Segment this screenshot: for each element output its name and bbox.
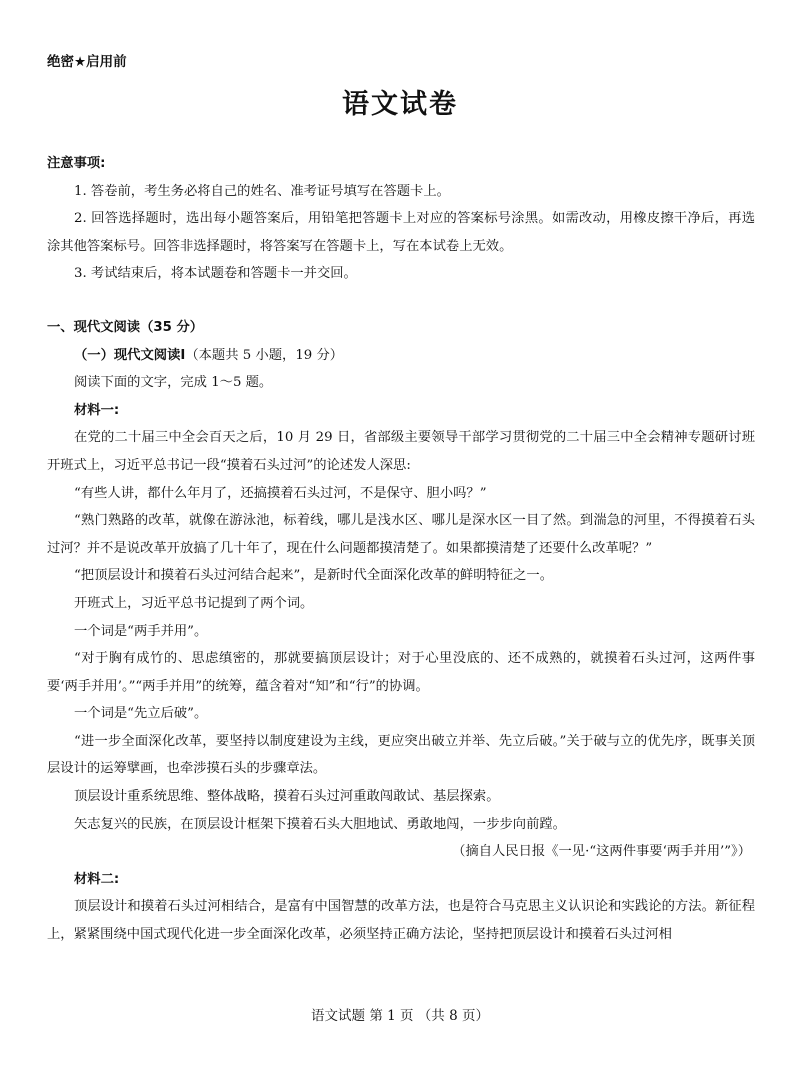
material-paragraph: 矢志复兴的民族，在顶层设计框架下摸着石头大胆地试、勇敢地闯，一步步向前蹚。 <box>74 816 566 832</box>
material-paragraph: 开班式上，习近平总书记提到了两个词。 <box>74 595 314 611</box>
material-paragraph: 一个词是“先立后破”。 <box>74 706 208 722</box>
reading-instruction: 阅读下面的文字，完成 1～5 题。 <box>74 375 273 391</box>
page-footer: 语文试题 第 1 页 （共 8 页） <box>311 1008 489 1024</box>
material-paragraph: “有些人讲，都什么年月了，还搞摸着石头过河，不是保守、胆小吗？” <box>74 485 487 501</box>
section-heading: 一、现代文阅读（35 分） <box>47 319 204 335</box>
page-title: 语文试卷 <box>342 89 458 120</box>
material-paragraph: 一个词是“两手并用”。 <box>74 623 208 639</box>
sub-section-score: （本题共 5 小题，19 分） <box>185 347 344 363</box>
confidential-mark: 绝密★启用前 <box>47 54 127 70</box>
material-paragraph: 顶层设计和摸着石头过河相结合，是富有中国智慧的改革方法，也是符合马克思主义认识论和实践论的方法。新征程上，紧紧围绕中国式现代化进一步全面深化改革，必须坚持正确方法论，坚持把顶层设计和摸着石头过河相 <box>47 899 755 943</box>
sub-section-heading <box>47 342 755 370</box>
exam-body <box>47 150 755 949</box>
section-gap <box>47 288 755 314</box>
notice-item: 2. 回答选择题时，选出每小题答案后，用铅笔把答题卡上对应的答案标号涂黑。如需改动，用橡皮擦干净后，再选涂其他答案标号。回答非选择题时，将答案写在答题卡上，写在本试卷上无效。 <box>47 211 755 254</box>
material-label: 材料二: <box>74 871 120 887</box>
material-source: （摘自人民日报《一见·“这两件事要‘两手并用’”》） <box>452 844 751 860</box>
sub-section-title: （一）现代文阅读Ⅰ <box>74 347 186 363</box>
material-paragraph: “熟门熟路的改革，就像在游泳池，标着线，哪儿是浅水区、哪儿是深水区一目了然。到湍急的河里，不得摸着石头过河？并不是说改革开放搞了几十年了，现在什么问题都摸清楚了。如果都摸清楚了还要什么改革呢？” <box>47 513 755 556</box>
notice-heading: 注意事项: <box>47 156 106 171</box>
material-label: 材料一: <box>74 402 120 418</box>
material-paragraph: “对于胸有成竹的、思虑缜密的，那就要搞顶层设计；对于心里没底的、还不成熟的，就摸着石头过河，这两件事要‘两手并用’。”“两手并用”的统筹，蕴含着对“知”和“行”的协调。 <box>47 651 755 694</box>
material-paragraph: “把顶层设计和摸着石头过河结合起来”，是新时代全面深化改革的鲜明特征之一。 <box>74 568 553 584</box>
notice-item: 3. 考试结束后，将本试题卷和答题卡一并交回。 <box>74 266 357 282</box>
notice-item: 1. 答卷前，考生务必将自己的姓名、准考证号填写在答题卡上。 <box>74 183 450 199</box>
material-paragraph: 在党的二十届三中全会百天之后，10 月 29 日，省部级主要领导干部学习贯彻党的二十届三中全会精神专题研讨班开班式上，习近平总书记一段“摸着石头过河”的论述发人深思: <box>47 430 755 473</box>
material-paragraph: 顶层设计重系统思维、整体战略，摸着石头过河重敢闯敢试、基层探索。 <box>74 789 500 805</box>
material-paragraph: “进一步全面深化改革，要坚持以制度建设为主线，更应突出破立并举、先立后破。”关于破与立的优先序，既事关顶层设计的运筹擘画，也牵涉摸石头的步骤章法。 <box>47 733 755 777</box>
